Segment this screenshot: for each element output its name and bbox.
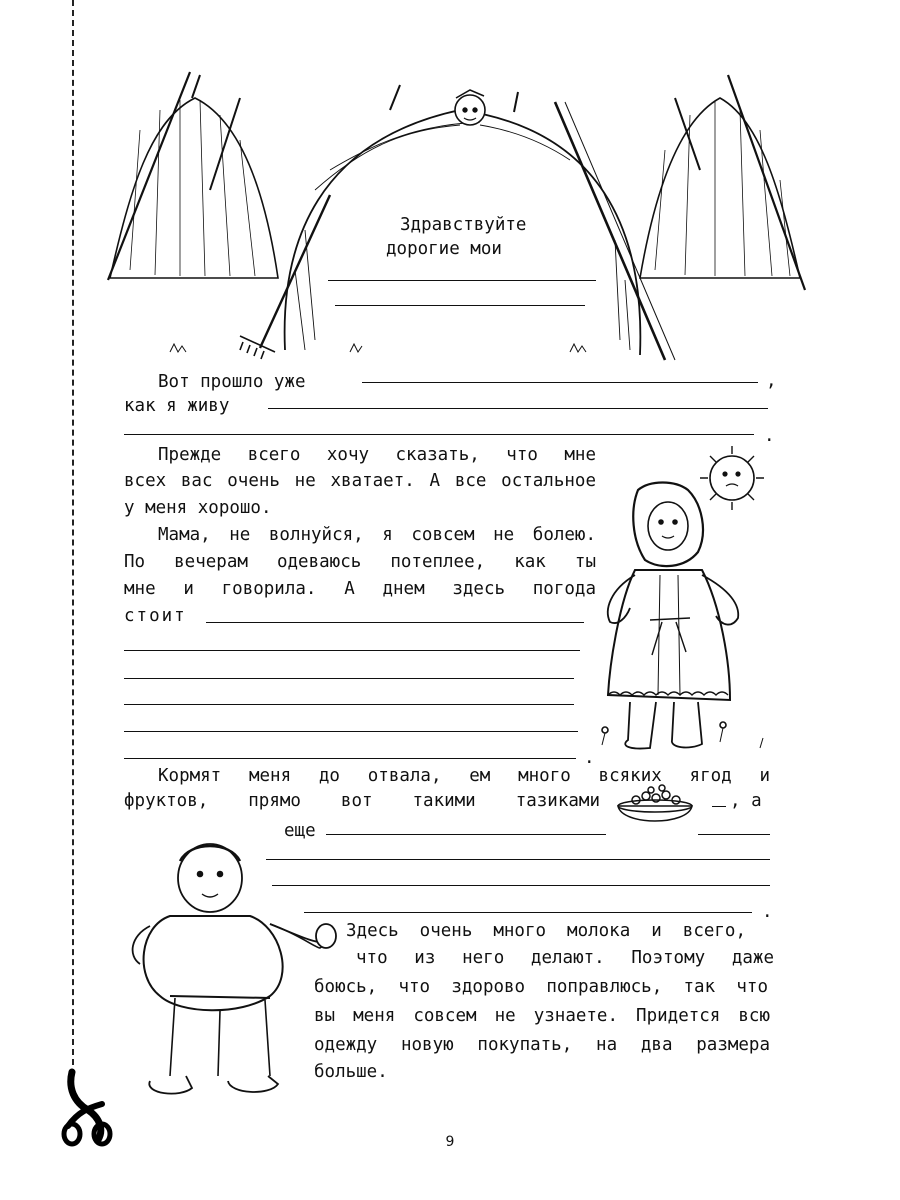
paragraph-4-line-1: Здесь очень много молока и всего, (346, 921, 746, 941)
paragraph-2-period: . (584, 748, 595, 768)
cut-line (72, 0, 74, 1095)
greeting-line-2: дорогие мои (386, 239, 502, 259)
intro-period: . (764, 426, 775, 446)
paragraph-4-line-6: больше. (314, 1062, 388, 1082)
weather-blank-4[interactable] (124, 704, 574, 705)
intro-blank-3[interactable] (124, 434, 754, 435)
intro-blank-2[interactable] (268, 408, 768, 409)
greeting-line-1: Здравствуйте (400, 215, 527, 235)
intro-comma: , (766, 371, 777, 391)
greeting-blank-line-1[interactable] (328, 280, 596, 281)
food-blank-5[interactable] (304, 912, 752, 913)
fruit-bowl-icon (614, 784, 696, 834)
weather-blank-1[interactable] (206, 622, 584, 623)
left-haystack (108, 72, 278, 280)
intro-line-2: как я живу (124, 396, 230, 416)
paragraph-2-fill-start: стоит (124, 606, 187, 626)
paragraph-4-line-4: вы меня совсем не узнаете. Придется всю (314, 1006, 770, 1026)
paragraph-3-period: . (762, 902, 773, 922)
weather-blank-6[interactable] (124, 758, 576, 759)
paragraph-3-line-2-end: , а (730, 791, 762, 811)
food-blank-2[interactable] (698, 834, 770, 835)
paragraph-2-line-2: По вечерам одеваюсь потеплее, как ты (124, 552, 596, 572)
paragraph-1-line-1: Прежде всего хочу сказать, что мне (158, 445, 596, 465)
paragraph-3-line-1: Кормят меня до отвала, ем много всяких ягод и (158, 766, 770, 786)
intro-blank-1[interactable] (362, 382, 758, 383)
paragraph-3-line-2: фруктов, прямо вот такими тазиками (124, 791, 600, 811)
right-haystack (640, 75, 805, 290)
paragraph-1-line-3: у меня хорошо. (124, 498, 272, 518)
paragraph-4-line-2: что из него делают. Поэтому даже (356, 948, 774, 968)
girl-in-winter-coat-illustration (590, 440, 780, 760)
paragraph-1-line-2: всех вас очень не хватает. А все остальное (124, 471, 596, 491)
greeting-blank-line-2[interactable] (335, 305, 585, 306)
paragraph-2-line-1: Мама, не волнуйся, я совсем не болею. (158, 525, 596, 545)
paragraph-2-line-3: мне и говорила. А днем здесь погода (124, 579, 596, 599)
paragraph-4-line-3: боюсь, что здорово поправлюсь, так что (314, 977, 768, 997)
weather-blank-2[interactable] (124, 650, 580, 651)
page-number: 9 (445, 1134, 455, 1150)
fruit-blank-1[interactable] (712, 806, 726, 807)
paragraph-3-line-3: еще (284, 821, 316, 841)
paragraph-4-line-5: одежду новую покупать, на два размера (314, 1035, 770, 1055)
food-blank-1[interactable] (326, 834, 606, 835)
sun-icon (700, 446, 764, 510)
intro-line-1: Вот прошло уже (158, 372, 306, 392)
weather-blank-5[interactable] (124, 731, 578, 732)
weather-blank-3[interactable] (124, 678, 574, 679)
